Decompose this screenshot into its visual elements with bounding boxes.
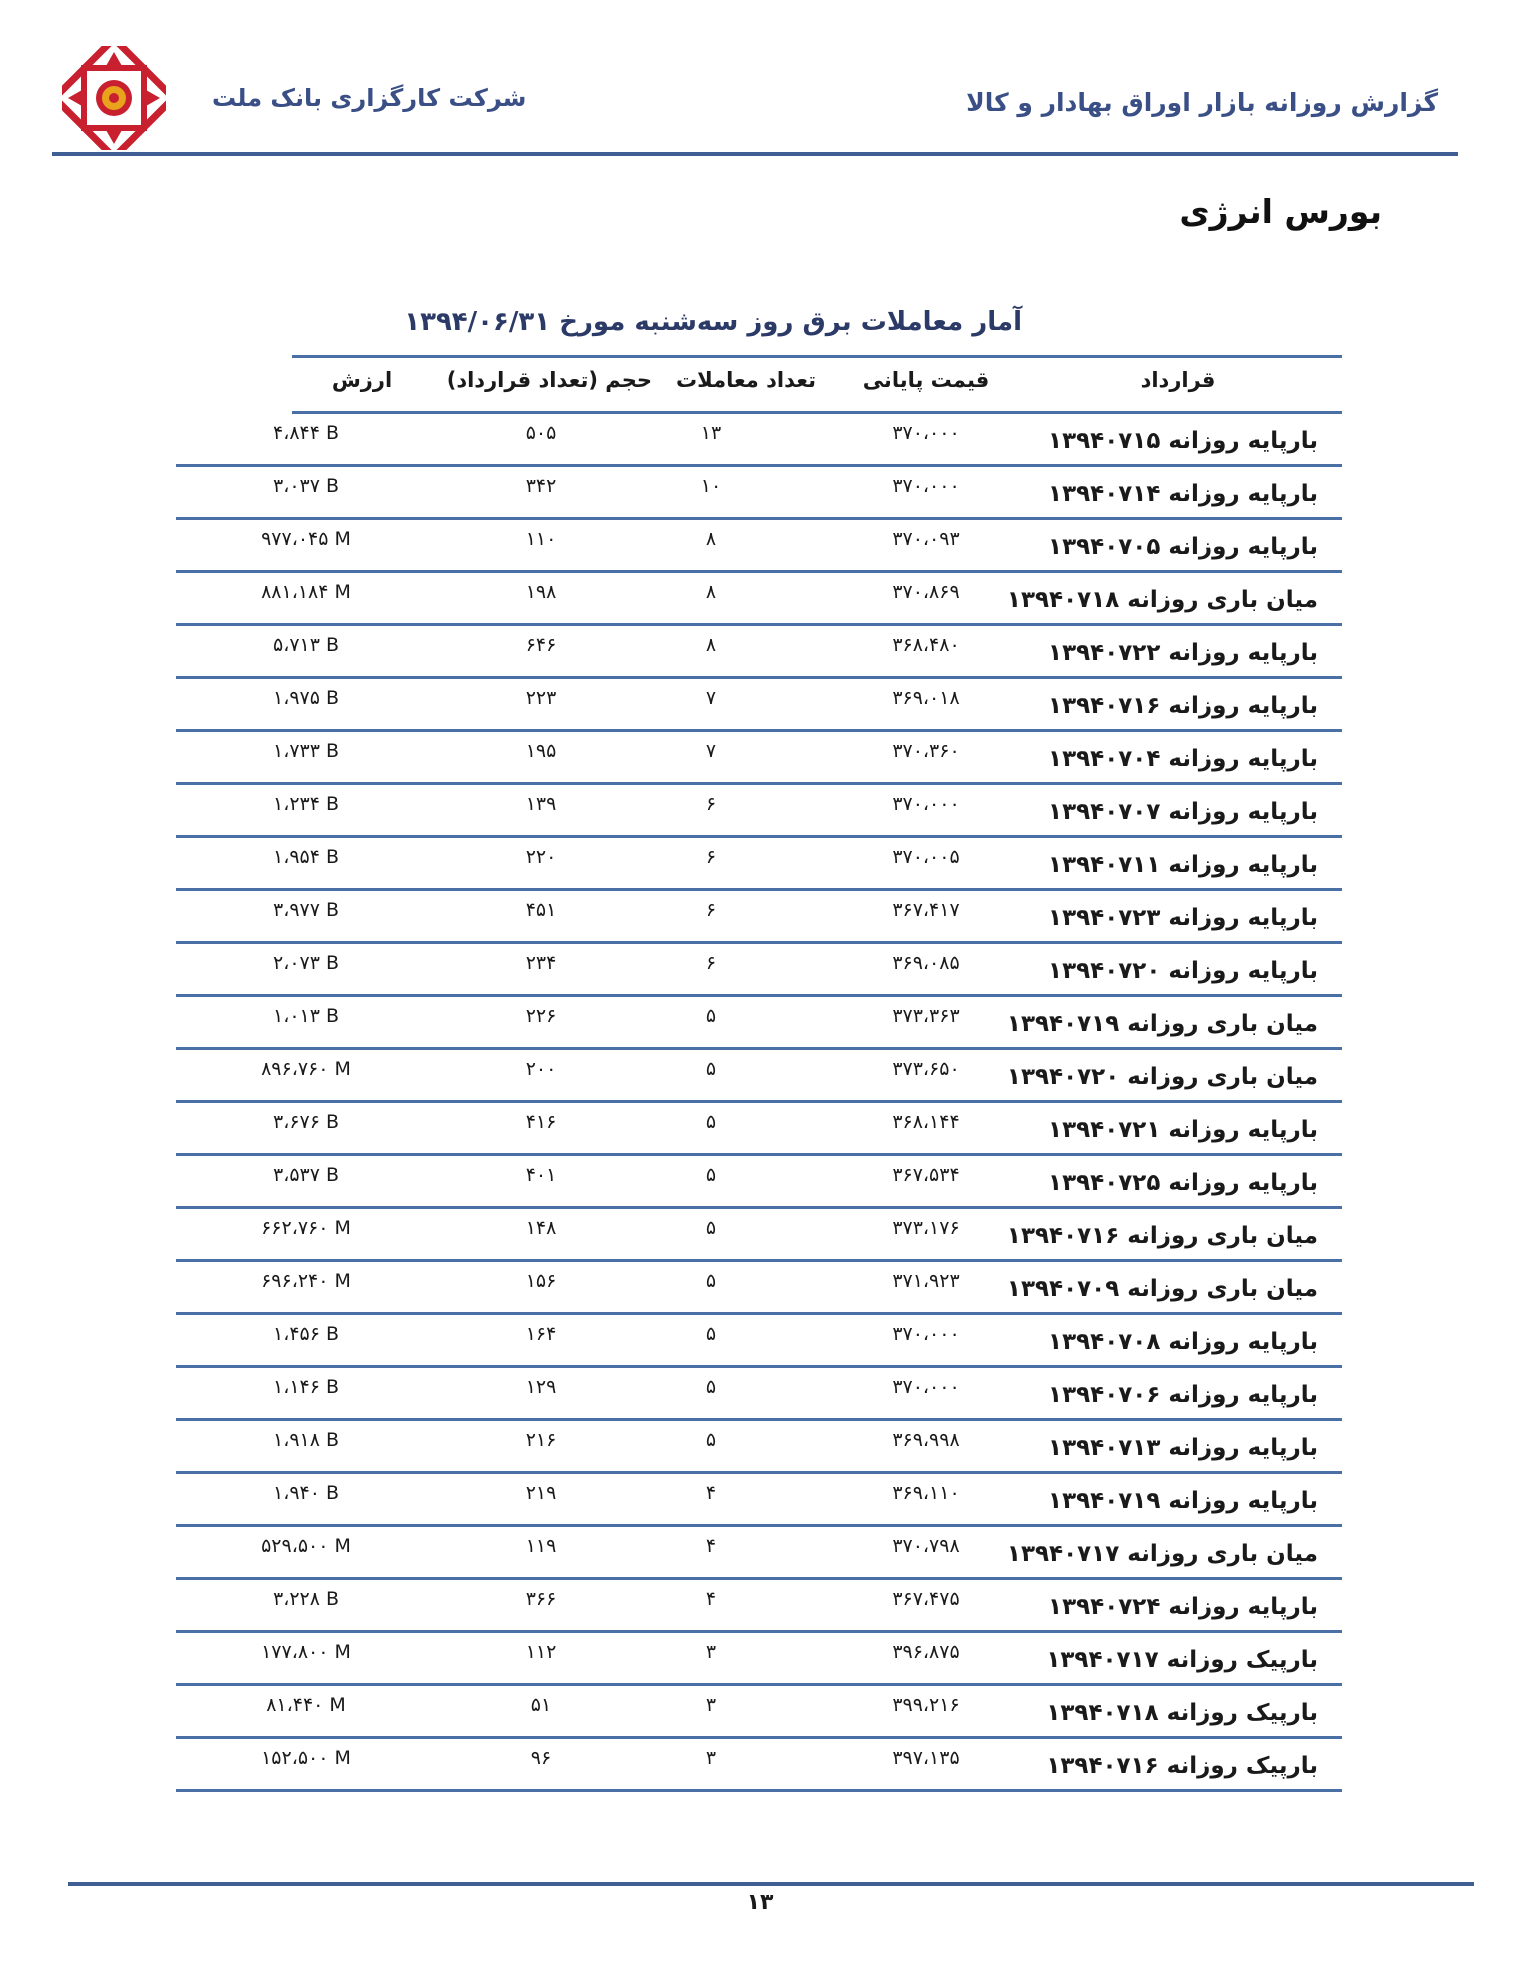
table-row [176,1209,1342,1262]
table-row [176,944,1342,997]
contract-cell: میان باری روزانه ۱۳۹۴۰۷۱۸ [1006,587,1318,613]
value-cell: ۴،۸۴۴ B [272,422,340,444]
price-cell: ۳۷۰،۷۹۸ [892,1535,960,1557]
table-row [176,785,1342,838]
table-row [176,573,1342,626]
section-title: بورس انرژی [1179,192,1382,231]
trade-count-cell: ۱۳ [700,422,722,444]
contract-cell: بارپایه روزانه ۱۳۹۴۰۷۱۶ [1048,693,1318,719]
value-cell: ۵۲۹،۵۰۰ M [261,1535,351,1557]
contract-cell: بارپایه روزانه ۱۳۹۴۰۷۱۳ [1048,1435,1318,1461]
value-cell: ۱،۱۴۶ B [272,1376,340,1398]
contract-cell: بارپایه روزانه ۱۳۹۴۰۷۱۴ [1048,481,1318,507]
value-cell: ۵،۷۱۳ B [272,634,340,656]
trade-count-cell: ۵ [705,1005,717,1027]
value-cell: ۸۸۱،۱۸۴ M [261,581,351,603]
value-cell: ۶۶۲،۷۶۰ M [261,1217,351,1239]
contract-cell: میان باری روزانه ۱۳۹۴۰۷۱۷ [1006,1541,1318,1567]
volume-cell: ۲۲۳ [525,687,557,709]
contract-cell: بارپایه روزانه ۱۳۹۴۰۷۲۴ [1048,1594,1318,1620]
price-cell: ۳۶۸،۱۴۴ [892,1111,960,1133]
trade-count-cell: ۳ [705,1747,717,1769]
col-header-value: ارزش [331,368,393,392]
value-cell: ۸۹۶،۷۶۰ M [261,1058,351,1080]
price-cell: ۳۶۸،۴۸۰ [892,634,960,656]
table-row [176,1262,1342,1315]
volume-cell: ۲۳۴ [525,952,557,974]
trade-count-cell: ۸ [705,528,717,550]
value-cell: ۲،۰۷۳ B [272,952,340,974]
col-header-contract: قرارداد [1140,368,1216,392]
trade-count-cell: ۸ [705,581,717,603]
table-row [176,1739,1342,1792]
volume-cell: ۱۴۸ [525,1217,557,1239]
price-cell: ۳۹۷،۱۳۵ [892,1747,960,1769]
company-name: شرکت کارگزاری بانک ملت [212,84,527,112]
trade-count-cell: ۶ [705,952,717,974]
value-cell: ۱،۰۱۳ B [272,1005,340,1027]
price-cell: ۳۷۰،۰۰۰ [892,1376,960,1398]
price-cell: ۳۷۳،۳۶۳ [892,1005,960,1027]
price-cell: ۳۹۶،۸۷۵ [892,1641,960,1663]
value-cell: ۱،۹۱۸ B [272,1429,340,1451]
table-row [176,1050,1342,1103]
table-row [176,520,1342,573]
table-header [292,355,1342,414]
volume-cell: ۲۲۶ [525,1005,557,1027]
table-row [176,467,1342,520]
table-row [176,1421,1342,1474]
trade-count-cell: ۴ [705,1535,717,1557]
bank-mellat-logo-icon [62,46,166,150]
table-row [176,838,1342,891]
table-row [176,1474,1342,1527]
trade-count-cell: ۵ [705,1164,717,1186]
trade-count-cell: ۳ [705,1694,717,1716]
volume-cell: ۱۳۹ [525,793,557,815]
trade-count-cell: ۱۰ [700,475,722,497]
header-divider [52,152,1458,156]
price-cell: ۳۹۹،۲۱۶ [892,1694,960,1716]
contract-cell: بارپایه روزانه ۱۳۹۴۰۷۲۳ [1048,905,1318,931]
value-cell: ۶۹۶،۲۴۰ M [261,1270,351,1292]
contract-cell: بارپایه روزانه ۱۳۹۴۰۷۰۵ [1048,534,1318,560]
value-cell: ۱۷۷،۸۰۰ M [261,1641,351,1663]
price-cell: ۳۷۳،۶۵۰ [892,1058,960,1080]
trade-count-cell: ۶ [705,846,717,868]
volume-cell: ۱۱۹ [525,1535,557,1557]
price-cell: ۳۷۰،۰۰۰ [892,475,960,497]
price-cell: ۳۶۹،۱۱۰ [892,1482,960,1504]
volume-cell: ۵۰۵ [525,422,557,444]
contract-cell: بارپایه روزانه ۱۳۹۴۰۷۰۸ [1048,1329,1318,1355]
price-cell: ۳۷۰،۸۶۹ [892,581,960,603]
price-cell: ۳۷۰،۰۹۳ [892,528,960,550]
volume-cell: ۲۲۰ [525,846,557,868]
table-row [176,1527,1342,1580]
trade-count-cell: ۷ [705,687,717,709]
page-header [0,0,1530,160]
contract-cell: بارپایه روزانه ۱۳۹۴۰۷۱۹ [1048,1488,1318,1514]
table-row [176,626,1342,679]
contract-cell: بارپایه روزانه ۱۳۹۴۰۷۱۵ [1048,428,1318,454]
table-row [176,1580,1342,1633]
trade-count-cell: ۵ [705,1429,717,1451]
contract-cell: بارپایه روزانه ۱۳۹۴۰۷۲۱ [1048,1117,1318,1143]
contract-cell: بارپایه روزانه ۱۳۹۴۰۷۰۷ [1048,799,1318,825]
trade-count-cell: ۵ [705,1376,717,1398]
table-row [176,1686,1342,1739]
price-cell: ۳۶۷،۵۳۴ [892,1164,960,1186]
contract-cell: میان باری روزانه ۱۳۹۴۰۷۰۹ [1006,1276,1318,1302]
trade-count-cell: ۵ [705,1323,717,1345]
trade-count-cell: ۴ [705,1588,717,1610]
contract-cell: میان باری روزانه ۱۳۹۴۰۷۱۹ [1006,1011,1318,1037]
price-cell: ۳۶۹،۰۱۸ [892,687,960,709]
footer-divider [68,1882,1474,1886]
trade-count-cell: ۶ [705,899,717,921]
report-title: گزارش روزانه بازار اوراق بهادار و کالا [966,88,1438,117]
value-cell: ۱،۴۵۶ B [272,1323,340,1345]
value-cell: ۱،۹۵۴ B [272,846,340,868]
price-cell: ۳۶۹،۹۹۸ [892,1429,960,1451]
price-cell: ۳۶۹،۰۸۵ [892,952,960,974]
price-cell: ۳۷۰،۰۰۰ [892,793,960,815]
col-header-price: قیمت پایانی [862,368,990,392]
value-cell: ۱،۲۳۴ B [272,793,340,815]
value-cell: ۱،۹۷۵ B [272,687,340,709]
trade-count-cell: ۷ [705,740,717,762]
value-cell: ۱،۹۴۰ B [272,1482,340,1504]
contract-cell: میان باری روزانه ۱۳۹۴۰۷۲۰ [1006,1064,1318,1090]
trade-count-cell: ۸ [705,634,717,656]
page-number: ۱۳ [746,1890,774,1915]
volume-cell: ۶۴۶ [525,634,557,656]
value-cell: ۱۵۲،۵۰۰ M [261,1747,351,1769]
value-cell: ۳،۲۲۸ B [272,1588,340,1610]
trade-count-cell: ۳ [705,1641,717,1663]
table-row [176,414,1342,467]
volume-cell: ۴۰۱ [525,1164,557,1186]
trades-table [176,355,1342,1792]
table-row [176,1156,1342,1209]
price-cell: ۳۷۰،۳۶۰ [892,740,960,762]
contract-cell: بارپایه روزانه ۱۳۹۴۰۷۰۶ [1048,1382,1318,1408]
price-cell: ۳۷۰،۰۰۵ [892,846,960,868]
volume-cell: ۳۴۲ [525,475,557,497]
trade-count-cell: ۴ [705,1482,717,1504]
contract-cell: بارپایه روزانه ۱۳۹۴۰۷۰۴ [1048,746,1318,772]
contract-cell: بارپایه روزانه ۱۳۹۴۰۷۱۱ [1048,852,1318,878]
contract-cell: بارپیک روزانه ۱۳۹۴۰۷۱۷ [1046,1647,1318,1673]
volume-cell: ۹۶ [530,1747,552,1769]
price-cell: ۳۷۰،۰۰۰ [892,1323,960,1345]
contract-cell: بارپیک روزانه ۱۳۹۴۰۷۱۸ [1046,1700,1318,1726]
value-cell: ۱،۷۳۳ B [272,740,340,762]
volume-cell: ۱۹۸ [525,581,557,603]
volume-cell: ۳۶۶ [525,1588,557,1610]
trade-count-cell: ۶ [705,793,717,815]
price-cell: ۳۷۳،۱۷۶ [892,1217,960,1239]
table-row [176,891,1342,944]
trade-count-cell: ۵ [705,1270,717,1292]
table-row [176,1368,1342,1421]
contract-cell: بارپایه روزانه ۱۳۹۴۰۷۲۰ [1048,958,1318,984]
volume-cell: ۱۹۵ [525,740,557,762]
value-cell: ۳،۹۷۷ B [272,899,340,921]
volume-cell: ۱۱۲ [525,1641,557,1663]
volume-cell: ۵۱ [530,1694,552,1716]
price-cell: ۳۷۰،۰۰۰ [892,422,960,444]
contract-cell: بارپیک روزانه ۱۳۹۴۰۷۱۶ [1046,1753,1318,1779]
trade-count-cell: ۵ [705,1111,717,1133]
volume-cell: ۱۱۰ [525,528,557,550]
volume-cell: ۴۱۶ [525,1111,557,1133]
value-cell: ۳،۶۷۶ B [272,1111,340,1133]
table-row [176,1633,1342,1686]
price-cell: ۳۶۷،۴۱۷ [892,899,960,921]
table-title: آمار معاملات برق روز سه‌شنبه مورخ ۱۳۹۴/۰۶/۳۱ [404,307,1022,337]
table-row [176,732,1342,785]
volume-cell: ۴۵۱ [525,899,557,921]
value-cell: ۳،۰۳۷ B [272,475,340,497]
trade-count-cell: ۵ [705,1217,717,1239]
volume-cell: ۲۱۹ [525,1482,557,1504]
contract-cell: بارپایه روزانه ۱۳۹۴۰۷۲۵ [1048,1170,1318,1196]
table-row [176,1315,1342,1368]
value-cell: ۳،۵۳۷ B [272,1164,340,1186]
table-body [176,414,1342,1792]
volume-cell: ۱۲۹ [525,1376,557,1398]
value-cell: ۹۷۷،۰۴۵ M [261,528,351,550]
col-header-count: تعداد معاملات [676,368,816,392]
volume-cell: ۱۶۴ [525,1323,557,1345]
trade-count-cell: ۵ [705,1058,717,1080]
table-row [176,1103,1342,1156]
volume-cell: ۱۵۶ [525,1270,557,1292]
contract-cell: میان باری روزانه ۱۳۹۴۰۷۱۶ [1006,1223,1318,1249]
price-cell: ۳۶۷،۴۷۵ [892,1588,960,1610]
col-header-volume: حجم (تعداد قرارداد) [446,368,652,392]
value-cell: ۸۱،۴۴۰ M [266,1694,346,1716]
table-row [176,679,1342,732]
volume-cell: ۲۱۶ [525,1429,557,1451]
contract-cell: بارپایه روزانه ۱۳۹۴۰۷۲۲ [1048,640,1318,666]
price-cell: ۳۷۱،۹۲۳ [892,1270,960,1292]
volume-cell: ۲۰۰ [525,1058,557,1080]
table-row [176,997,1342,1050]
